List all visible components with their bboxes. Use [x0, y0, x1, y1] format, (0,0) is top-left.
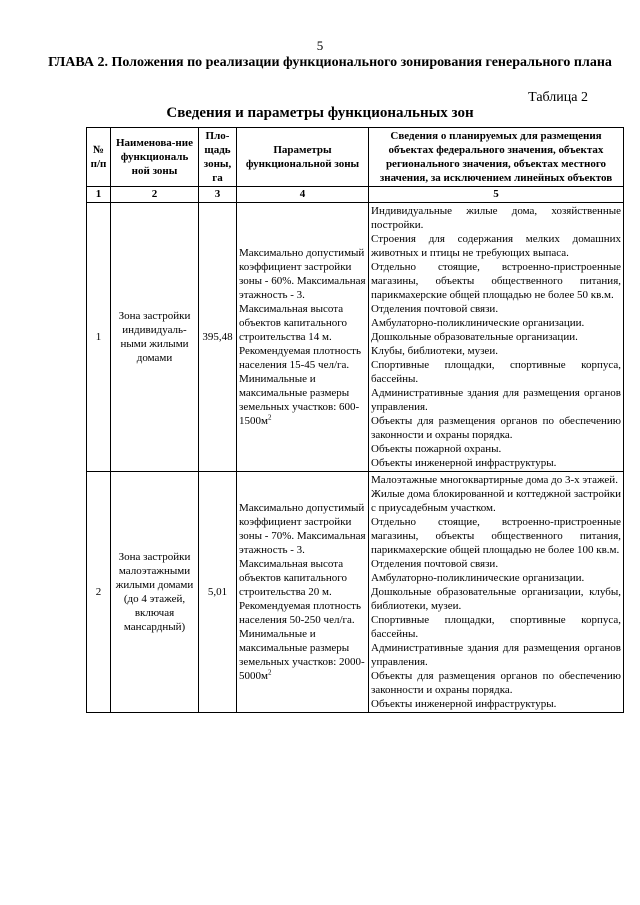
zone-name: Зона застройки малоэтажными жилыми домами (до 4 этажей, включая мансардный) — [111, 472, 199, 713]
zone-parameters-text: Максимально допустимый коэффициент застройки зоны - 70%. Максимальная этажность - 3. Максимальная высота объектов капитального строительства 20 м. Рекомендуемая плотность населения 50-250 чел/га. Минимальные и максимальные размеры земельных участков: 2000-5000м — [239, 502, 366, 682]
header-objects: Сведения о планируемых для размещения объектах федерального значения, объектах регионального значения, объектах местного значения, за исключением линейных объектов — [369, 128, 624, 187]
table-row — [87, 472, 624, 713]
column-number: 2 — [111, 187, 199, 203]
object-item: Амбулаторно-поликлинические организации. — [371, 317, 585, 329]
zones-table — [86, 127, 624, 713]
superscript: 2 — [267, 413, 272, 422]
column-number: 5 — [369, 187, 624, 203]
header-zone-name: Наименова-ние функциональ ной зоны — [111, 128, 199, 187]
header-parameters: Параметры функциональной зоны — [237, 128, 369, 187]
column-number: 1 — [87, 187, 111, 203]
object-item: Отделения почтовой связи. — [371, 303, 499, 315]
chapter-title: ГЛАВА 2. Положения по реализации функционального зонирования генерального плана — [48, 55, 612, 70]
zone-area: 5,01 — [199, 472, 237, 713]
zone-area: 395,48 — [199, 203, 237, 472]
object-item: Строения для содержания мелких домашних животных и птицы не требующих выпаса. — [371, 233, 621, 259]
column-number: 4 — [237, 187, 369, 203]
object-item: Амбулаторно-поликлинические организации. — [371, 572, 585, 584]
object-item: Объекты для размещения органов по обеспечению законности и охраны порядка. — [371, 415, 621, 441]
zone-parameters — [237, 203, 369, 472]
zone-name: Зона застройки индивидуаль-ными жилыми домами — [111, 203, 199, 472]
object-item: Спортивные площадки, спортивные корпуса, бассейны. — [371, 359, 621, 385]
row-number: 1 — [87, 203, 111, 472]
object-item: Административные здания для размещения органов управления. — [371, 387, 621, 413]
object-item: Индивидуальные жилые дома, хозяйственные постройки. — [371, 205, 621, 231]
zone-objects — [369, 472, 624, 713]
object-item: Отдельно стоящие, встроенно-пристроенные магазины, объекты общественного питания, парикмахерские общей площадью не более 100 кв.м. — [371, 516, 621, 556]
object-item: Дошкольные образовательные организации. — [371, 331, 578, 343]
table-caption: Сведения и параметры функциональных зон — [166, 105, 474, 121]
table-label: Таблица 2 — [528, 90, 588, 105]
object-item: Клубы, библиотеки, музеи. — [371, 345, 498, 357]
zone-objects — [369, 203, 624, 472]
column-number-row — [87, 187, 624, 203]
object-item: Малоэтажные многоквартирные дома до 3-х этажей. — [371, 474, 618, 486]
table-header-row — [87, 128, 624, 187]
superscript: 2 — [267, 668, 272, 677]
table-row — [87, 203, 624, 472]
object-item: Отдельно стоящие, встроенно-пристроенные магазины, объекты общественного питания, парикмахерские общей площадью не более 50 кв.м. — [371, 261, 621, 301]
object-item: Жилые дома блокированной и коттеджной застройки с приусадебным участком. — [371, 488, 621, 514]
header-area: Пло-щадь зоны, га — [199, 128, 237, 187]
zone-parameters — [237, 472, 369, 713]
object-item: Объекты для размещения органов по обеспечению законности и охраны порядка. — [371, 670, 621, 696]
object-item: Спортивные площадки, спортивные корпуса, бассейны. — [371, 614, 621, 640]
object-item: Отделения почтовой связи. — [371, 558, 499, 570]
zone-parameters-text: Максимально допустимый коэффициент застройки зоны - 60%. Максимальная этажность - 3. Максимальная высота объектов капитального строительства 14 м. Рекомендуемая плотность населения 15-45 чел/га. Минимальные и максимальные размеры земельных участков: 600-1500м — [239, 247, 366, 427]
column-number: 3 — [199, 187, 237, 203]
header-number: № п/п — [87, 128, 111, 187]
object-item: Объекты инженерной инфраструктуры. — [371, 457, 557, 469]
object-item: Дошкольные образовательные организации, клубы, библиотеки, музеи. — [371, 586, 621, 612]
object-item: Объекты пожарной охраны. — [371, 443, 502, 455]
object-item: Объекты инженерной инфраструктуры. — [371, 698, 557, 710]
page-number: 5 — [316, 38, 324, 53]
object-item: Административные здания для размещения органов управления. — [371, 642, 621, 668]
row-number: 2 — [87, 472, 111, 713]
